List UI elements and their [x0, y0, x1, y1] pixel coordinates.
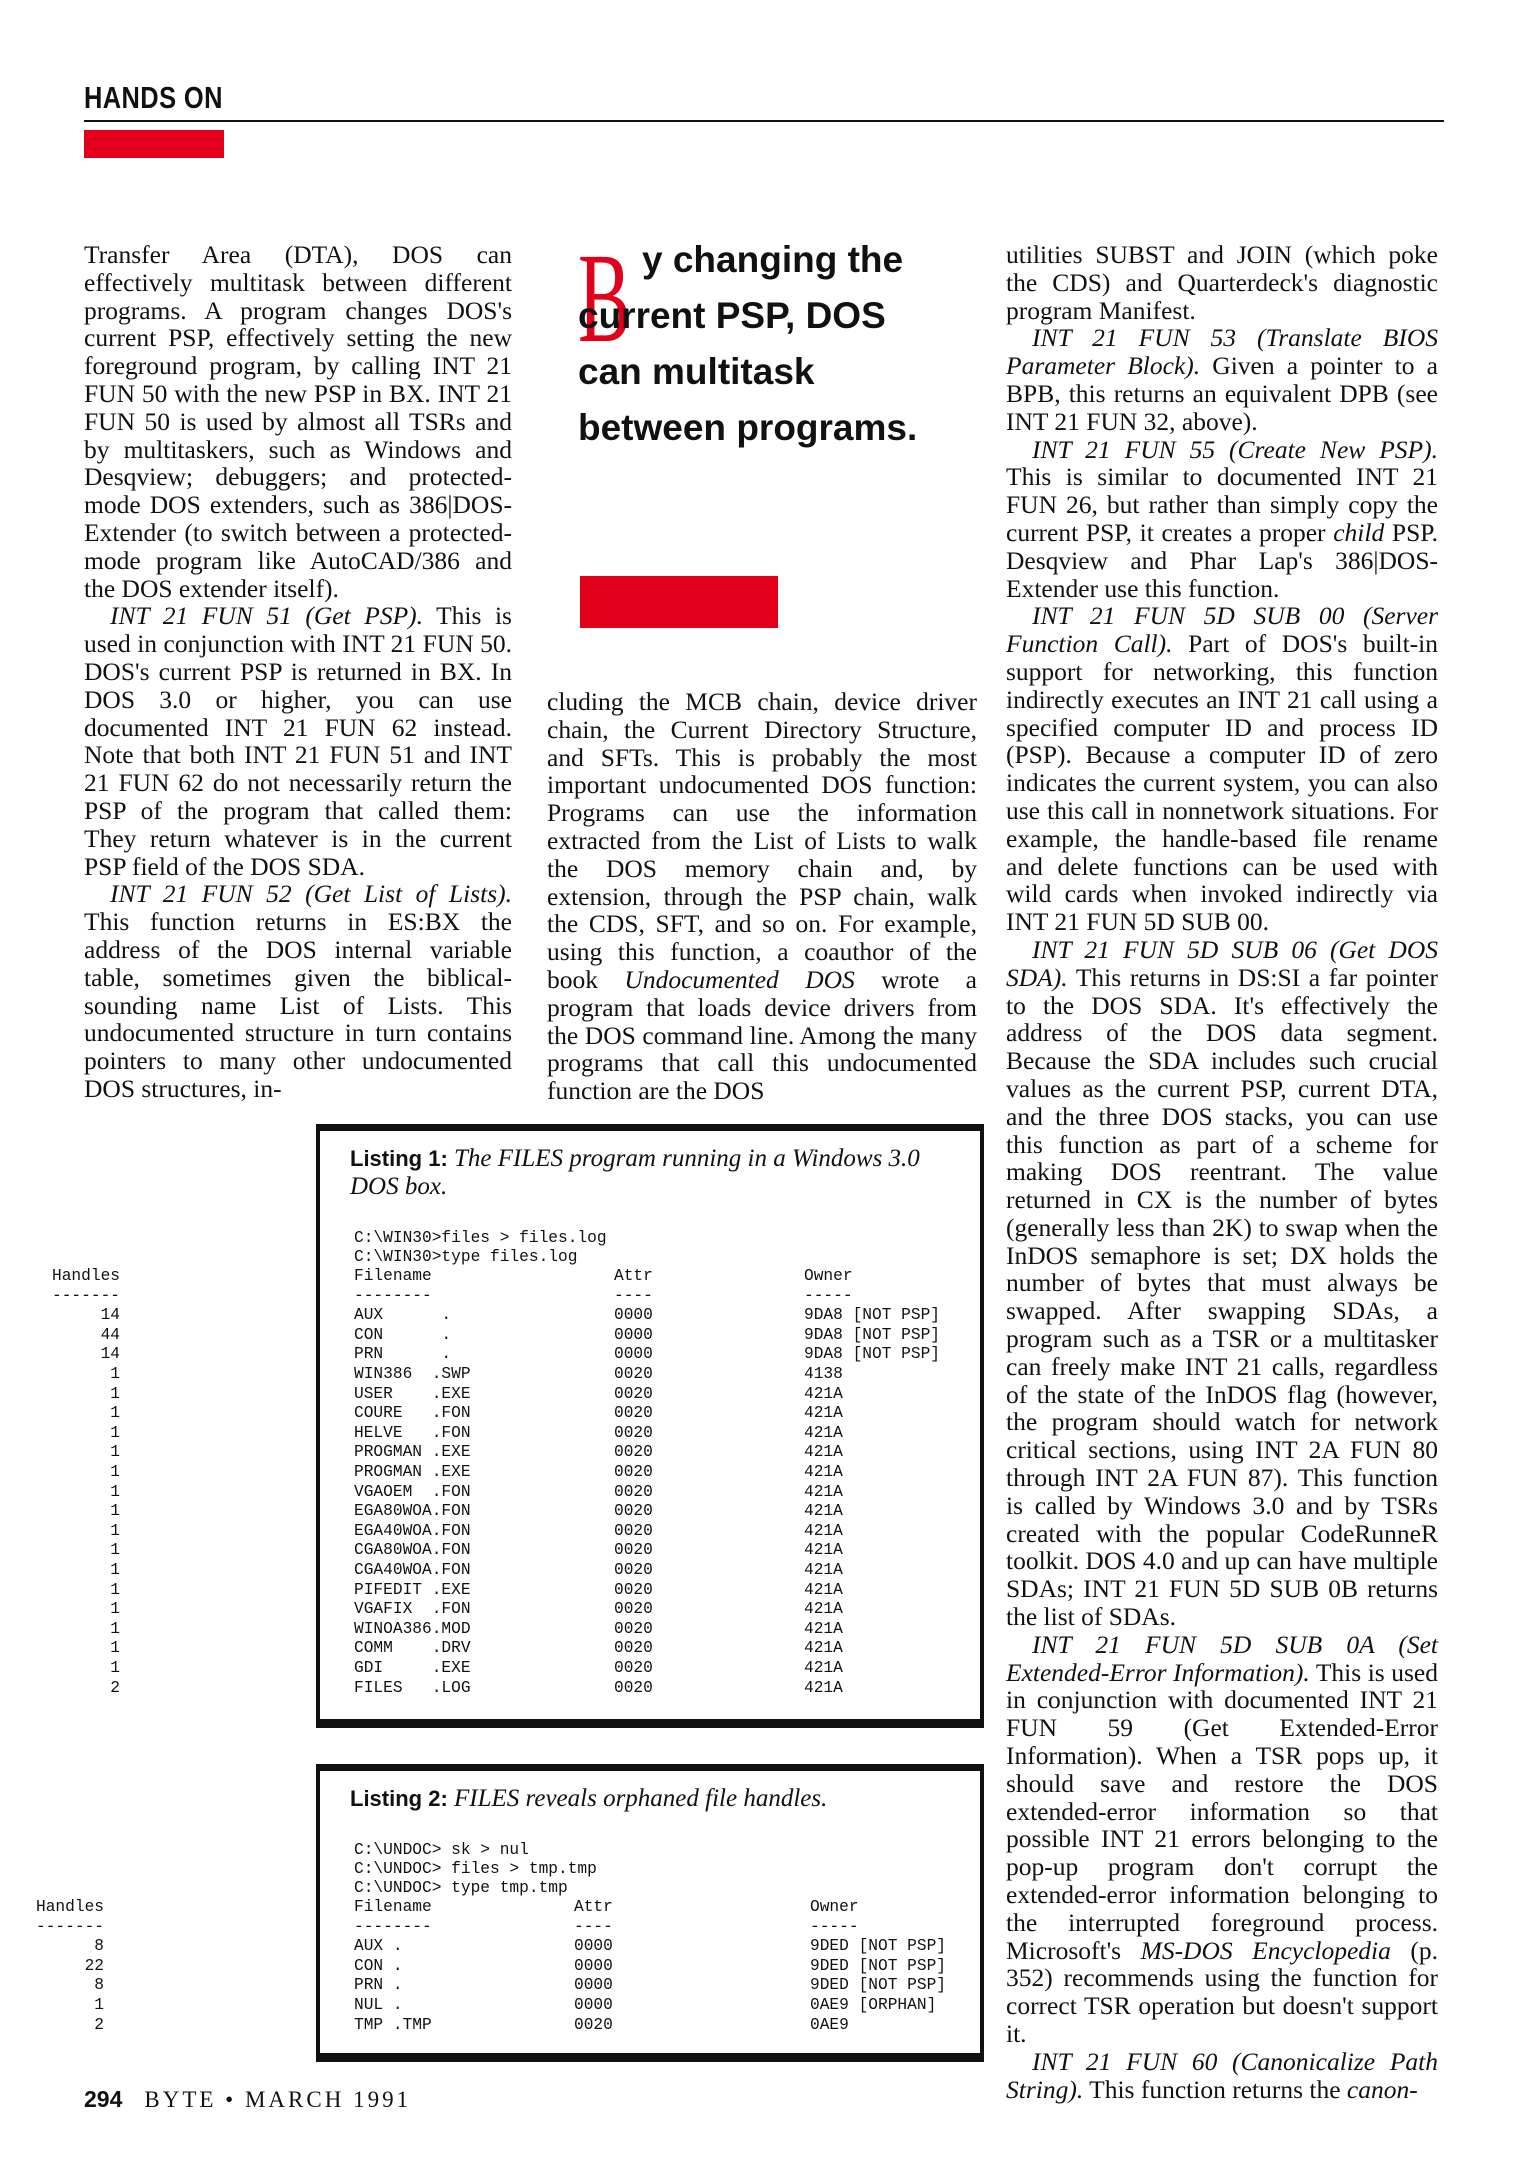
table-cell: 0020	[614, 1580, 653, 1599]
table-cell: 9DA8 [NOT PSP]	[804, 1306, 940, 1325]
table-cell: CON .	[354, 1956, 403, 1975]
table-cell: 2	[94, 2015, 104, 2034]
listing-2-command-3: C:\UNDOC> type tmp.tmp	[354, 1879, 568, 1897]
column-1	[84, 241, 512, 1103]
pullquote-text: y changing the current PSP, DOS can multitask between programs.	[578, 239, 918, 448]
table-cell: 0020	[614, 1600, 653, 1619]
table-cell: 1	[110, 1619, 120, 1638]
listing-caption-text: FILES reveals orphaned file handles.	[454, 1785, 828, 1812]
table-cell: 0AE9 [ORPHAN]	[810, 1996, 937, 2014]
listing-1-command-2: C:\WIN30>type files.log	[354, 1248, 578, 1266]
pullquote	[578, 227, 958, 550]
paragraph	[84, 602, 512, 880]
table-cell: -------	[52, 1286, 120, 1305]
magazine-issue: BYTE • MARCH 1991	[144, 2087, 412, 2112]
listing-2-command-2: C:\UNDOC> files > tmp.tmp	[354, 1860, 597, 1878]
header-red-bar	[84, 130, 224, 158]
table-cell: 9DA8 [NOT PSP]	[804, 1345, 940, 1364]
pullquote-dropcap: B	[578, 227, 631, 369]
table-cell: 14	[100, 1306, 120, 1325]
table-cell: 421A	[804, 1600, 843, 1619]
column-2	[547, 688, 977, 1105]
table-cell: 0020	[614, 1678, 653, 1697]
table-cell: 421A	[804, 1502, 843, 1521]
table-cell: 8	[94, 1976, 104, 1995]
table-cell: --------	[354, 1917, 432, 1936]
table-cell: 1	[110, 1404, 120, 1423]
listing-1-box	[52, 1124, 984, 1728]
paragraph-title: INT 21 FUN 53 (Translate BIOS Parameter Block).	[1006, 323, 1438, 381]
table-cell: Owner	[804, 1267, 853, 1285]
table-cell: 9DA8 [NOT PSP]	[804, 1325, 940, 1344]
table-cell: PRN .	[354, 1976, 403, 1995]
listing-label: Listing 1:	[350, 1146, 448, 1171]
table-cell: 0000	[614, 1325, 653, 1344]
book-title: Undocumented DOS	[624, 964, 855, 994]
table-cell: 421A	[804, 1443, 843, 1462]
paragraph	[547, 688, 977, 1105]
page-footer	[84, 2086, 411, 2113]
paragraph	[1006, 1631, 1438, 2048]
table-cell: -----	[804, 1286, 853, 1305]
listing-label: Listing 2:	[350, 1786, 448, 1811]
paragraph-text: This is used in conjunction with documented INT 21 FUN 59 (Get Extended-Error Information). When a TSR pops up, it should save and restore the DOS extended-error information so that possible INT 21 errors belonging to the pop-up program don't corrupt the extended-error information belonging to the interrupted foreground process. Microsoft's	[1006, 1657, 1438, 1965]
table-cell: 421A	[804, 1404, 843, 1423]
table-cell: 0020	[614, 1541, 653, 1560]
table-cell: 8	[94, 1937, 104, 1956]
table-cell: 14	[100, 1345, 120, 1364]
paragraph-text: (p. 352) recommends using the function for correct TSR operation but doesn't support it.	[1006, 1935, 1438, 2048]
table-cell: 1	[110, 1659, 120, 1677]
table-cell: 421A	[804, 1463, 843, 1481]
table-cell: 0020	[614, 1619, 653, 1638]
table-cell: 0020	[614, 1423, 653, 1442]
listing-2-box	[36, 1764, 984, 2062]
table-cell: Handles	[36, 1898, 104, 1916]
paragraph-title: INT 21 FUN 5D SUB 06 (Get DOS SDA).	[1006, 934, 1438, 992]
page-number: 294	[84, 2086, 123, 2112]
paragraph	[1006, 936, 1438, 1631]
paragraph: utilities SUBST and JOIN (which poke the CDS) and Quarterdeck's diagnostic program Manifest.	[1006, 240, 1438, 325]
table-cell: -------	[36, 1917, 104, 1936]
emphasis: canon-	[1346, 2074, 1418, 2104]
paragraph-text: This function returns in ES:BX the address of the DOS internal variable table, sometimes given the biblical-sounding name List of Lists. This undocumented structure in turn contains pointers to many other undocumented DOS structures, in-	[84, 907, 512, 1103]
table-cell: 0020	[614, 1365, 653, 1383]
table-cell: 1	[110, 1482, 120, 1501]
listing-2-command-1: C:\UNDOC> sk > nul	[354, 1841, 529, 1859]
table-cell: NUL .	[354, 1996, 403, 2014]
table-cell: 421A	[804, 1423, 843, 1442]
listing-caption-text: The FILES program running in a Windows 3.0 DOS box.	[350, 1145, 920, 1200]
paragraph-title: INT 21 FUN 5D SUB 00 (Server Function Call).	[1006, 601, 1438, 659]
paragraph-text: Part of DOS's built-in support for networking, this function indirectly executes an INT 21 call using a specified computer ID and process ID (PSP). Because a computer ID of zero indicates the current system, you can also use this call in nonnetwork situations. For example, the handle-based file rename and delete functions can be used with wild cards when invoked indirectly via INT 21 FUN 5D SUB 00.	[1006, 629, 1438, 937]
table-cell: 0020	[614, 1659, 653, 1677]
table-cell: 0020	[614, 1384, 653, 1403]
paragraph	[1006, 2048, 1438, 2104]
table-cell: 1	[110, 1365, 120, 1383]
table-cell: 0020	[614, 1639, 653, 1658]
table-cell: 0020	[614, 1521, 653, 1540]
paragraph-text: This is used in conjunction with INT 21 FUN 50. DOS's current PSP is returned in BX. In DOS 3.0 or higher, you can use documented INT 21 FUN 62 instead. Note that both INT 21 FUN 51 and INT 21 FUN 62 do not necessarily return the PSP of the program that called them: They return whatever is in the current PSP field of the DOS SDA.	[84, 601, 512, 881]
table-cell: CGA40WOA.FON	[354, 1561, 471, 1579]
table-cell: 0020	[614, 1443, 653, 1462]
table-cell: 421A	[804, 1384, 843, 1403]
table-cell: 1	[110, 1600, 120, 1619]
listing-1-caption	[350, 1145, 960, 1201]
table-cell: WINOA386.MOD	[354, 1619, 471, 1638]
table-cell: 421A	[804, 1541, 843, 1560]
table-cell: VGAFIX .FON	[354, 1600, 471, 1619]
table-cell: 4138	[804, 1365, 843, 1383]
pullquote-red-bar	[580, 576, 778, 628]
header-rule	[84, 120, 1444, 122]
table-cell: 1	[110, 1639, 120, 1658]
paragraph-title: INT 21 FUN 55 (Create New PSP).	[1032, 434, 1438, 464]
table-cell: 9DED [NOT PSP]	[810, 1956, 946, 1975]
table-cell: PIFEDIT .EXE	[354, 1580, 471, 1599]
table-cell: 421A	[804, 1639, 843, 1658]
table-cell: 1	[110, 1502, 120, 1521]
listing-1-table	[52, 1267, 954, 1707]
table-cell: CGA80WOA.FON	[354, 1541, 471, 1560]
table-cell: AUX .	[354, 1306, 452, 1325]
table-cell: AUX .	[354, 1937, 403, 1956]
table-cell: Attr	[574, 1898, 613, 1916]
paragraph-title: INT 21 FUN 51 (Get PSP).	[110, 601, 424, 631]
paragraph: Transfer Area (DTA), DOS can effectively multitask between different programs. A program changes DOS's current PSP, effectively setting the new foreground program, by calling INT 21 FUN 50 with the new PSP in BX. INT 21 FUN 50 is used by almost all TSRs and by multitaskers, such as Windows and Desqview; debuggers; and protected-mode DOS extenders, such as 386|DOS-Extender (to switch between a protected-mode program like AutoCAD/386 and the DOS extender itself).	[84, 240, 512, 603]
table-cell: 0020	[614, 1502, 653, 1521]
table-cell: 0AE9	[810, 2015, 849, 2034]
table-cell: 421A	[804, 1580, 843, 1599]
table-cell: 1	[110, 1541, 120, 1560]
table-cell: PRN .	[354, 1345, 452, 1364]
listing-2-table	[36, 1898, 954, 2038]
table-cell: 0020	[614, 1404, 653, 1423]
paragraph-title: INT 21 FUN 52 (Get List of Lists).	[110, 879, 512, 909]
table-cell: 0020	[614, 1463, 653, 1481]
table-cell: EGA80WOA.FON	[354, 1502, 471, 1521]
paragraph-text: This function returns the	[1083, 2074, 1347, 2104]
table-cell: 421A	[804, 1521, 843, 1540]
table-cell: 0020	[574, 2015, 613, 2034]
table-cell: Owner	[810, 1898, 859, 1916]
table-cell: FILES .LOG	[354, 1678, 471, 1697]
paragraph	[1006, 324, 1438, 435]
paragraph-text: This is similar to documented INT 21 FUN 26, but rather than simply copy the current PSP, it creates a proper	[1006, 462, 1438, 547]
listing-1-command-1: C:\WIN30>files > files.log	[354, 1229, 607, 1247]
table-cell: 0020	[614, 1482, 653, 1501]
table-cell: ----	[574, 1917, 613, 1936]
table-cell: 9DED [NOT PSP]	[810, 1976, 946, 1995]
table-cell: HELVE .FON	[354, 1423, 471, 1442]
table-cell: 1	[110, 1561, 120, 1579]
table-cell: 1	[110, 1384, 120, 1403]
table-cell: 22	[84, 1956, 104, 1975]
table-cell: 1	[110, 1580, 120, 1599]
table-cell: 1	[110, 1443, 120, 1462]
table-cell: COURE .FON	[354, 1404, 471, 1423]
table-cell: 9DED [NOT PSP]	[810, 1937, 946, 1956]
table-cell: 421A	[804, 1678, 843, 1697]
table-cell: 44	[100, 1325, 120, 1344]
paragraph-text: PSP. Desqview and Phar Lap's 386|DOS-Extender use this function.	[1006, 517, 1438, 603]
paragraph	[84, 880, 512, 1102]
paragraph	[1006, 602, 1438, 936]
table-cell: TMP .TMP	[354, 2015, 432, 2034]
paragraph-text: wrote a program that loads device drivers from the DOS command line. Among the many programs that call this undocumented function are the DOS	[547, 964, 978, 1106]
paragraph-text: cluding the MCB chain, device driver chain, the Current Directory Structure, and SFTs. This is probably the most important undocumented DOS function: Programs can use the information extracted from the List of Lists to walk the DOS memory chain and, by extension, through the PSP chain, walk the CDS, SFT, and so on. For example, using this function, a coauthor of the book	[547, 687, 977, 994]
table-cell: 0000	[574, 1976, 613, 1995]
table-cell: VGAOEM .FON	[354, 1482, 471, 1501]
table-cell: 1	[94, 1996, 104, 2014]
table-cell: ----	[614, 1286, 653, 1305]
table-cell: 421A	[804, 1561, 843, 1579]
column-3	[1006, 241, 1438, 2103]
table-cell: 0000	[574, 1996, 613, 2014]
table-cell: PROGMAN .EXE	[354, 1463, 471, 1481]
section-header: HANDS ON	[84, 80, 223, 115]
book-title: MS-DOS Encyclopedia	[1140, 1935, 1391, 1965]
table-cell: EGA40WOA.FON	[354, 1521, 471, 1540]
table-cell: PROGMAN .EXE	[354, 1443, 471, 1462]
table-cell: 421A	[804, 1659, 843, 1677]
table-cell: 421A	[804, 1619, 843, 1638]
table-cell: Handles	[52, 1267, 120, 1285]
table-cell: --------	[354, 1286, 432, 1305]
paragraph-text: This returns in DS:SI a far pointer to the DOS SDA. It's effectively the address of the DOS data segment. Because the SDA includes such crucial values as the current PSP, current DTA, and the three DOS stacks, you can use this function as part of a scheme for making DOS reentrant. The value returned in CX is the number of bytes (generally less than 2K) to swap when the InDOS semaphore is set; DX holds the number of bytes that must always be swapped. After swapping SDAs, a program such as a TSR or a multitasker can freely make INT 21 calls, regardless of the state of the InDOS flag (however, the program should watch for network critical sections, using INT 2A FUN 80 through INT 2A FUN 87). This function is called by Windows 3.0 and by TSRs created with the popular CodeRunneR toolkit. DOS 4.0 and up can have multiple SDAs; INT 21 FUN 5D SUB 0B returns the list of SDAs.	[1006, 962, 1438, 1632]
paragraph	[1006, 436, 1438, 603]
table-cell: GDI .EXE	[354, 1659, 471, 1677]
table-cell: 0000	[614, 1306, 653, 1325]
table-cell: CON .	[354, 1325, 452, 1344]
emphasis: child	[1333, 517, 1385, 547]
table-cell: 421A	[804, 1482, 843, 1501]
table-cell: 0000	[574, 1956, 613, 1975]
table-cell: USER .EXE	[354, 1384, 471, 1403]
table-cell: COMM .DRV	[354, 1639, 471, 1658]
table-cell: WIN386 .SWP	[354, 1365, 471, 1383]
table-cell: Attr	[614, 1267, 653, 1285]
table-cell: 0000	[614, 1345, 653, 1364]
table-cell: 1	[110, 1521, 120, 1540]
table-cell: 2	[110, 1678, 120, 1697]
listing-2-caption	[350, 1785, 960, 1813]
table-cell: Filename	[354, 1267, 432, 1285]
paragraph-title: INT 21 FUN 5D SUB 0A (Set Extended-Error Information).	[1006, 1629, 1438, 1687]
table-cell: Filename	[354, 1898, 432, 1916]
table-cell: 0000	[574, 1937, 613, 1956]
paragraph-title: INT 21 FUN 60 (Canonicalize Path String).	[1006, 2046, 1438, 2104]
table-cell: 1	[110, 1463, 120, 1481]
table-cell: -----	[810, 1917, 859, 1936]
table-cell: 0020	[614, 1561, 653, 1579]
table-cell: 1	[110, 1423, 120, 1442]
paragraph-text: Given a pointer to a BPB, this returns an equivalent DPB (see INT 21 FUN 32, above).	[1006, 351, 1438, 436]
